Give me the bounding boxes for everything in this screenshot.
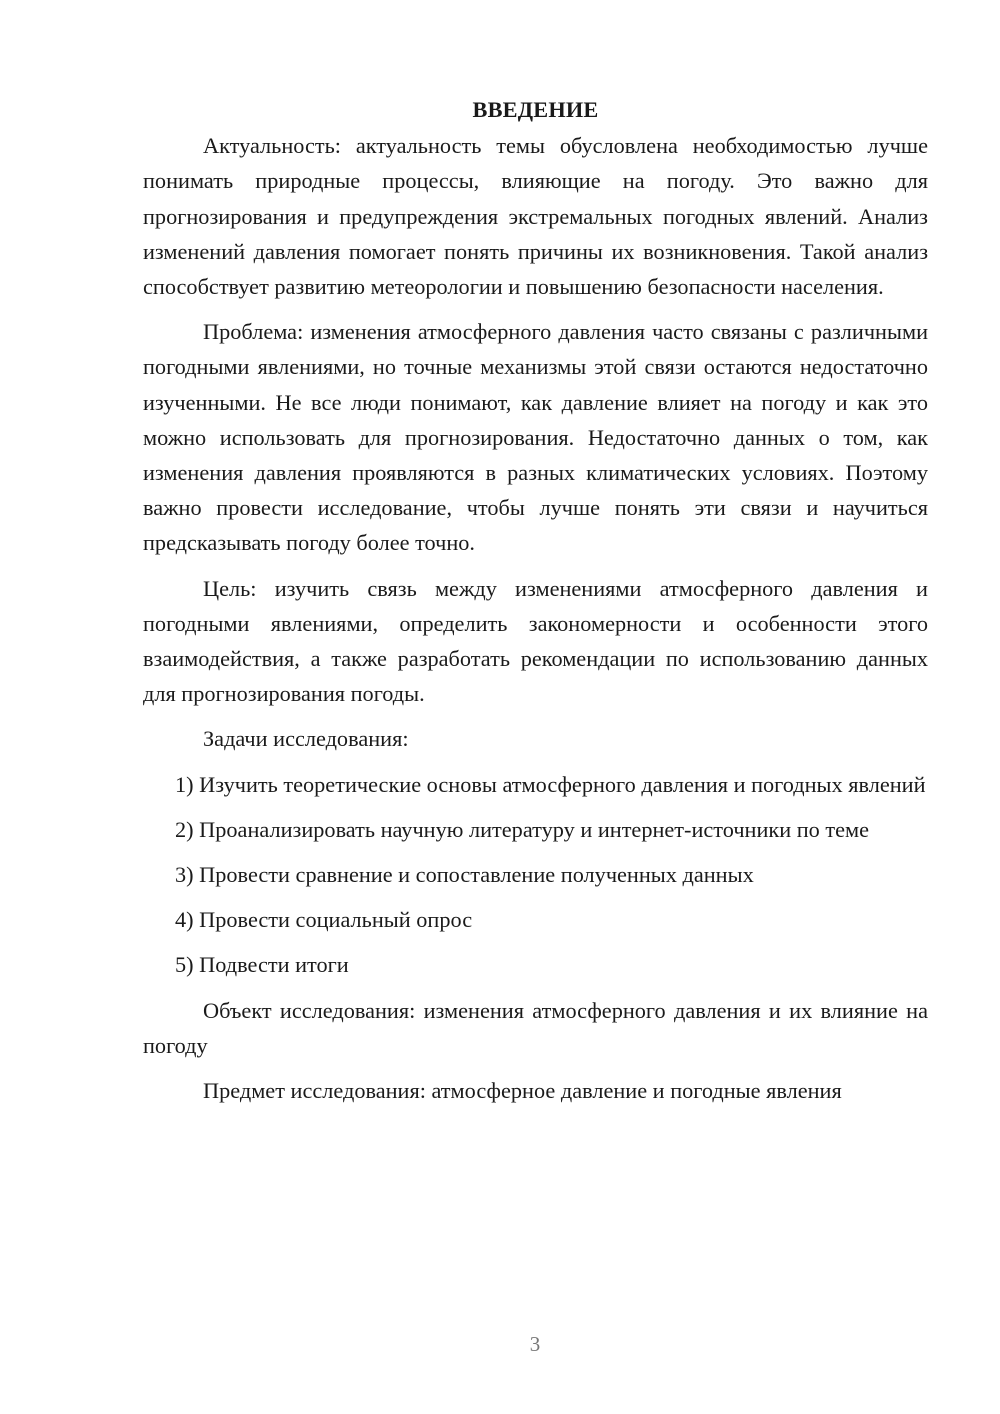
tasks-heading: Задачи исследования:	[203, 726, 409, 752]
document-page	[143, 92, 928, 1118]
task-item: 3) Провести сравнение и сопоставление полученных данных	[175, 862, 754, 888]
task-item: 1) Изучить теоретические основы атмосферного давления и погодных явлений	[175, 771, 926, 797]
paragraph-object: Объект исследования: изменения атмосферного давления и их влияние на погоду	[143, 997, 928, 1058]
task-item: 5) Подвести итоги	[175, 952, 349, 978]
section-title: ВВЕДЕНИЕ	[472, 97, 599, 122]
paragraph-goal: Цель: изучить связь между изменениями атмосферного давления и погодными явлениями, определить закономерности и особенности этого взаимодействия, а также разработать рекомендации по использованию данных для прогнозирования погоды.	[143, 575, 928, 707]
task-item: 2) Проанализировать научную литературу и интернет-источники по теме	[175, 816, 870, 842]
paragraph-relevance: Актуальность: актуальность темы обусловлена необходимостью лучше понимать природные процессы, влияющие на погоду. Это важно для прогнозирования и предупреждения экстремальных погодных явлений. Анализ изменений давления помогает понять причины их возникновения. Такой анализ способствует развитию метеорологии и повышению безопасности населения.	[143, 133, 928, 300]
page-number: 3	[529, 1332, 541, 1356]
task-item: 4) Провести социальный опрос	[175, 907, 473, 933]
paragraph-problem: Проблема: изменения атмосферного давления часто связаны с различными погодными явлениями, но точные механизмы этой связи остаются недостаточно изученными. Не все люди понимают, как давление влияет на погоду и как это можно использовать для прогнозирования. Недостаточно данных о том, как изменения давления проявляются в разных климатических условиях. Поэтому важно провести исследование, чтобы лучше понять эти связи и научиться предсказывать погоду более точно.	[143, 319, 928, 556]
paragraph-subject: Предмет исследования: атмосферное давление и погодные явления	[203, 1078, 842, 1104]
